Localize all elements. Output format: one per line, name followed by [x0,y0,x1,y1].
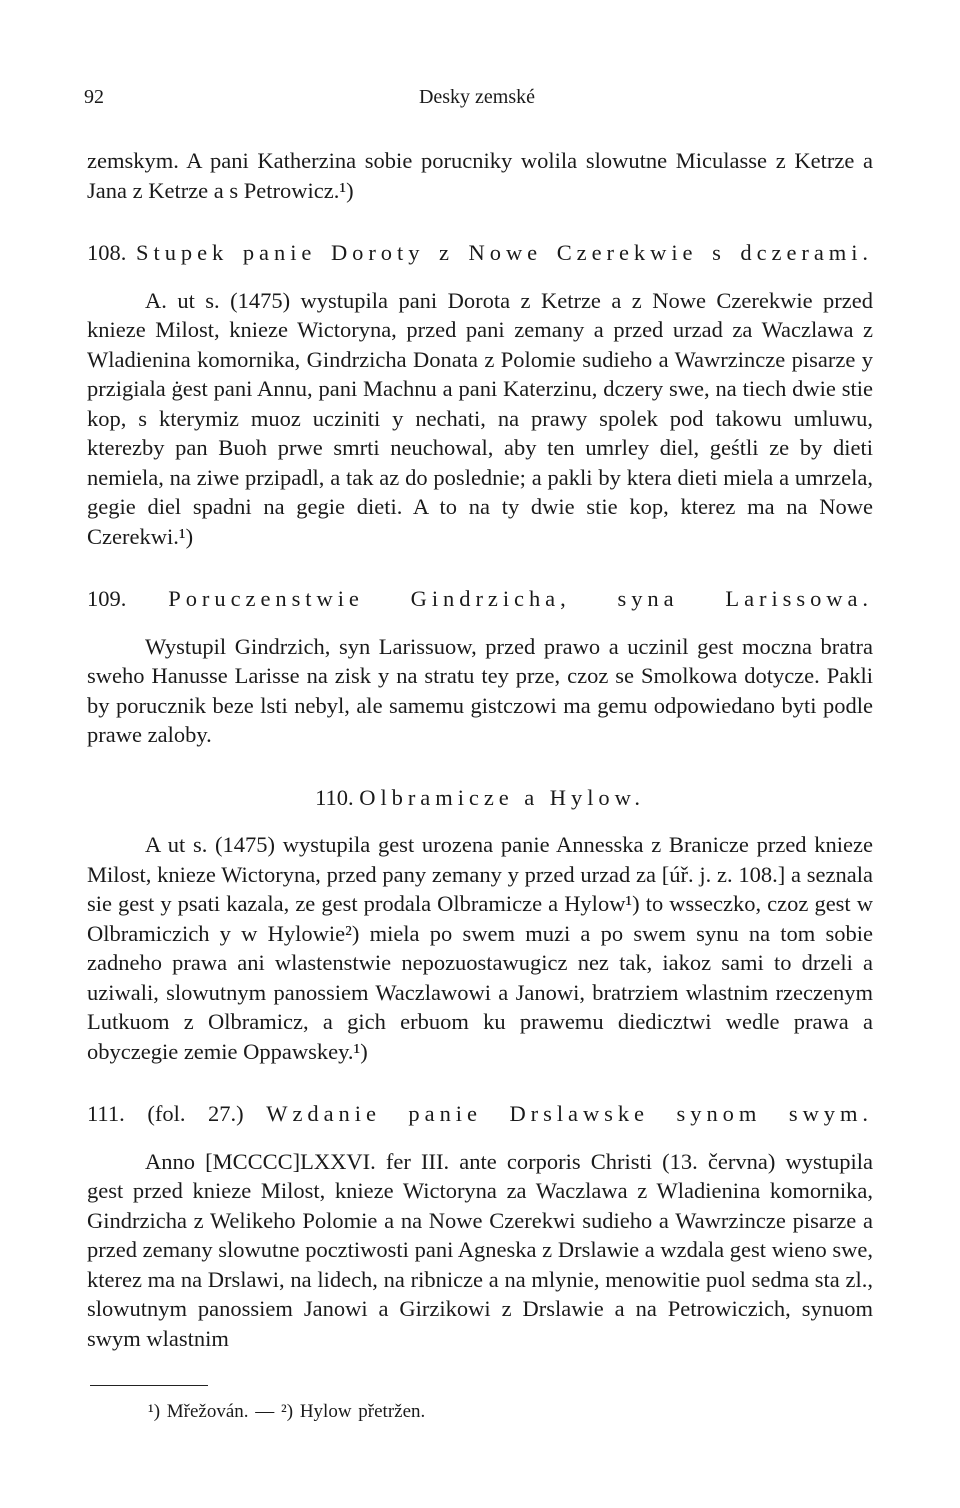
section-108-number: 108. [87,240,127,265]
section-111-text: Anno [MCCCC]LXXVI. fer III. ante corporis Christi (13. června) wystupila gest przed knieze Milost, knieze Wictoryna za Waczlawa z Wladienina komornika, Gindrzicha z Welikeho Polomie a na Nowe Czerekwi sudieho a Wawrzincze pisarze a przed zemany slowutne pocztiwosti pani Agneska z Drslawie a wzdala gest wieno swe, kterez ma na Drslawi, na lidech, na ribnicze a na mlynie, menowitie puol sedma sta zl., slowutnym panossiem Janowi a Girzikowi z Drslawie a na Petrowiczich, synuom swym wlastnim [87,1148,873,1351]
section-108-title: Stupek panie Doroty z Nowe Czerekwie s dczerami. [136,240,874,265]
section-109-heading [87,584,873,614]
section-109-number: 109. [87,586,127,611]
page-body [87,146,873,1353]
footnote-divider [90,1385,208,1386]
section-110-text: A ut s. (1475) wystupila gest urozena panie Annesska z Branicze przed knieze Milost, knieze Wictoryna, przed pany zemany y przed urzad za [úř. j. z. 108.] a seznala sie gest y psati kazala, ze gest prodala Olbramicze a Hylow¹) to wsseczko, czoz gest w Olbramiczich y w Hylowie²) miela po swem muzi a po swem synu na tom sobie zadneho prawa ani wlastenstwie nepozuostawugicz nez tak, iakoz sami to drzeli a uziwali, slowutnym panossiem Waczlawowi a Janowi, bratrziem wlastnim rzeczenym Lutkuom z Olbramicz, a gich erbuom ku prawemu diedicztwi wedle prawa a obyczegie zemie Oppawskey.¹) [87,832,873,1064]
section-110-number: 110. [315,784,354,810]
page-number: 92 [84,86,104,108]
section-111-heading [87,1099,873,1129]
section-109-text: Wystupil Gindrzich, syn Larissuow, przed prawo a uczinil gest moczna bratra sweho Hanusse Larisse na zisk y na stratu tey prze, czoz se Smolkowa dotycze. Pakli by porucznik beze lsti nebyl, ale samemu gistczowi ma gemu odpowiedano byti podle prawe zaloby. [87,633,873,747]
section-108-text: A. ut s. (1475) wystupila pani Dorota z Ketrze a z Nowe Czerekwie przed knieze Milost, knieze Wictoryna, przed pani zemany a przed urzad za Waczlawa z Wladienina komornika, Gindrzicha Donata z Polomie sudieho a Wawrzincze pisarze y przigiala ġest pani Annu, pani Machnu a pani Katerzinu, dczery swe, na tiech dwie stie kop, s kterymiz muoz ucziniti y nechati, na prawy spolek pod takowu umluwu, kterezby pan Buoh prwe smrti neuchowal, aby ten umrley diel, geśtli ze by dieti nemiela, na ziwe przipadl, a tak az do poslednie; a pakli by ktera dieti miela a umrzela, gegie diel spadni na gegie dieti. A to na ty dwie stie kop, kterez ma na Nowe Czerekwi.¹) [87,287,873,549]
section-111-number: 111. [87,1101,125,1126]
intro-paragraph: zemskym. A pani Katherzina sobie porucniky wolila slowutne Miculasse z Ketrze a Jana z Ketrze a s Petrowicz.¹) [87,148,873,203]
running-title: Desky zemské [418,86,536,108]
section-109-title: Poruczenstwie Gindrzicha, syna Larissowa. [168,586,874,611]
section-111-folio: (fol. 27.) [147,1101,244,1126]
section-110-title: Olbramicze a Hylow. [359,784,645,810]
section-111-title: Wzdanie panie Drslawske synom swym. [266,1101,873,1126]
section-110-heading [87,783,873,813]
section-108-heading [87,238,873,268]
page-header [84,86,870,112]
footnotes: ¹) Mřežován. — ²) Hylow přetržen. [148,1401,426,1422]
